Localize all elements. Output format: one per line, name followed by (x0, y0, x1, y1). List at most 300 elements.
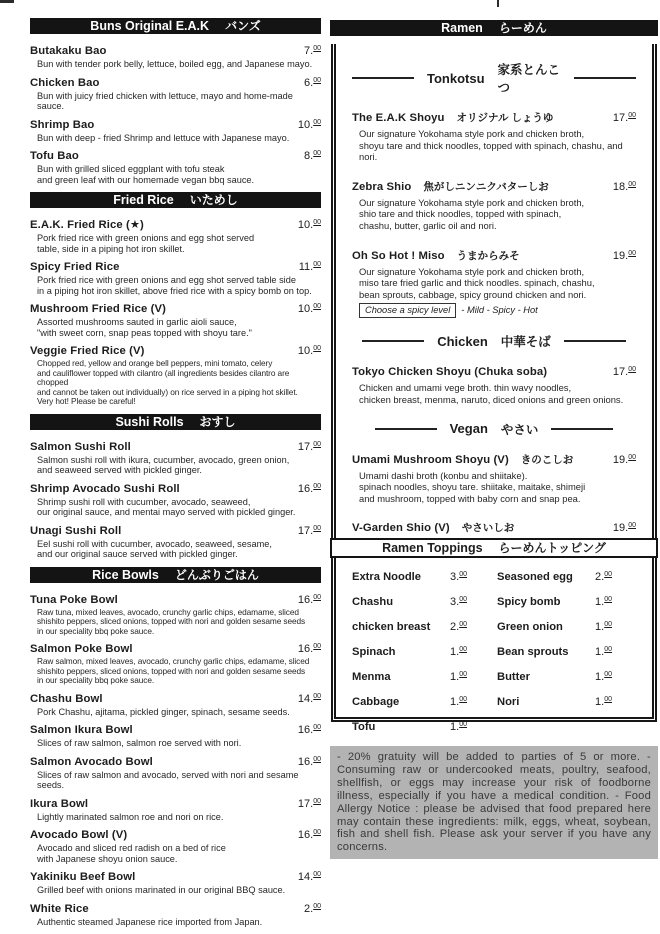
price-dollars: 19 . (613, 522, 628, 534)
menu-item-header (352, 450, 636, 468)
item-description (30, 233, 321, 254)
menu-section (30, 567, 321, 928)
description-line: Our signature Yokohama style pork and chicken broth, (359, 128, 585, 139)
topping-name: chicken breast (352, 621, 431, 633)
item-price (595, 593, 612, 609)
description-line: shio tare and thick noodles, topped with spinach, (359, 208, 562, 220)
price-dollars: 16 . (298, 756, 313, 768)
item-description (352, 266, 636, 301)
price-dollars: 14 . (298, 871, 313, 883)
description-line: in our speciality bbq poke sauce. (37, 625, 155, 636)
left-menu-column (30, 18, 321, 934)
price-dollars: 17 . (613, 112, 628, 124)
section-title-jp: いためし (189, 193, 238, 207)
menu-item (30, 438, 321, 476)
item-name: E.A.K. Fried Rice (★) (30, 219, 144, 231)
menu-item (30, 795, 321, 823)
price-cents: 00 (459, 721, 467, 728)
description-line: Slices of raw salmon, salmon roe served with nori. (37, 738, 242, 748)
price-cents: 00 (604, 696, 612, 703)
item-description (352, 470, 636, 505)
menu-item-header (30, 721, 321, 737)
item-name: Mushroom Fried Rice (V) (30, 303, 166, 315)
description-line: chicken breast, menma, naruto, diced onions and green onions. (359, 393, 624, 405)
menu-item (30, 116, 321, 144)
item-name: Shrimp Avocado Sushi Roll (30, 482, 180, 495)
price-cents: 00 (313, 482, 321, 490)
price-dollars: 3 . (450, 571, 459, 583)
item-price (298, 591, 321, 607)
description-line: table, side in a piping hot iron skillet. (37, 243, 185, 254)
item-price (298, 826, 321, 842)
item-description (352, 128, 636, 163)
description-line: shoyu tare and thick noodles, topped with spinach, chashu, and nori. (359, 139, 623, 163)
description-line: Authentic steamed Japanese rice imported from Japan. (37, 916, 263, 927)
group-divider (352, 332, 636, 350)
topping-row (352, 668, 467, 684)
item-description (30, 497, 321, 518)
divider-line (564, 340, 626, 342)
price-cents: 00 (459, 696, 467, 703)
price-cents: 00 (313, 524, 321, 532)
menu-item-header (30, 640, 321, 656)
price-cents: 00 (313, 643, 321, 650)
price-cents: 00 (313, 902, 321, 910)
price-dollars: 19 . (613, 454, 628, 466)
item-description (30, 657, 321, 686)
price-cents: 00 (313, 303, 321, 310)
group-title-jp: 家系とんこつ (497, 63, 561, 95)
item-price (298, 640, 321, 656)
menu-section (30, 414, 321, 560)
menu-item (30, 591, 321, 637)
topping-name: Nori (497, 696, 520, 708)
menu-item (30, 900, 321, 928)
item-price (298, 690, 321, 706)
spicy-level-options: - Mild - Spicy - Hot (461, 305, 538, 316)
price-cents: 00 (313, 692, 321, 700)
menu-item (352, 362, 636, 405)
item-description (30, 317, 321, 338)
item-name: Shrimp Bao (30, 118, 95, 131)
price-dollars: 16 . (298, 594, 313, 606)
price-dollars: 17 . (613, 366, 628, 378)
price-dollars: 2 . (595, 571, 604, 583)
description-line: shishito peppers, sliced onions, topped with nori and golden sesame seeds (37, 665, 306, 676)
item-price (450, 618, 467, 634)
menu-item (30, 147, 321, 185)
ramen-menu-box (331, 44, 657, 538)
topping-name: Butter (497, 671, 530, 683)
description-line: Raw salmon, mixed leaves, avocado, crunchy garlic chips, edamame, sliced (37, 656, 310, 666)
item-name: Spicy Fried Rice (30, 261, 120, 273)
topping-row (352, 643, 467, 659)
price-dollars: 1 . (595, 671, 604, 683)
menu-item-header (30, 591, 321, 607)
description-line: our original sauce, and mentai mayo served with pickled ginger. (37, 507, 296, 517)
description-line: Chopped red, yellow and orange bell peppers, mini tomato, celery (37, 358, 273, 368)
price-cents: 00 (628, 522, 636, 530)
group-divider (352, 420, 636, 438)
topping-row (497, 568, 612, 584)
item-price (595, 668, 612, 684)
section-header-bar (30, 18, 321, 34)
group-title: Vegan (449, 421, 488, 437)
item-price (450, 668, 467, 684)
description-line: and cauliflower topped with cilantro (all ingredients besides cilantro are chopped (37, 367, 290, 387)
price-dollars: 10 . (298, 345, 313, 357)
price-cents: 00 (313, 150, 321, 157)
description-line: Our signature Yokohama style pork and chicken broth, (359, 265, 585, 277)
topping-row (352, 718, 467, 734)
price-dollars: 1 . (595, 596, 604, 608)
toppings-table (352, 568, 612, 743)
menu-item (30, 42, 321, 70)
item-description (30, 812, 321, 823)
section-title-jp: らーめん (498, 21, 547, 35)
menu-item (30, 522, 321, 560)
price-dollars: 1 . (450, 721, 459, 733)
price-cents: 00 (313, 345, 321, 352)
price-dollars: 17 . (298, 798, 313, 810)
menu-item (352, 108, 636, 163)
price-dollars: 10 . (298, 219, 313, 231)
divider-line (574, 77, 636, 79)
section-header-bar (30, 414, 321, 430)
item-name: Salmon Avocado Bowl (30, 755, 153, 768)
item-price (298, 868, 321, 884)
price-dollars: 6 . (304, 77, 313, 89)
menu-item-header (30, 480, 321, 496)
price-cents: 00 (459, 671, 467, 678)
item-price (298, 753, 321, 769)
topping-row (352, 618, 467, 634)
price-dollars: 8 . (304, 150, 313, 162)
description-line: seeds. (37, 780, 65, 790)
price-dollars: 16 . (298, 724, 313, 736)
description-line: Salmon sushi roll with ikura, cucumber, avocado, green onion, (37, 454, 290, 465)
menu-item-header (30, 438, 321, 454)
item-price (450, 718, 467, 734)
price-dollars: 1 . (450, 696, 459, 708)
price-cents: 00 (313, 829, 321, 836)
description-line: and cannot be taken out individually) on rice served in a piping hot skillet. (37, 386, 298, 397)
menu-item-header (30, 868, 321, 884)
item-price (298, 342, 321, 358)
group-title-jp: やさい (500, 422, 539, 437)
item-name: Umami Mushroom Shoyu (V) (352, 453, 509, 466)
description-line: and our original sauce served with pickled ginger. (37, 549, 238, 559)
description-line: Pork fried rice with green onions and egg shot served (37, 233, 255, 243)
item-price (298, 300, 321, 316)
price-cents: 00 (313, 724, 321, 731)
item-name: Avocado Bowl (V) (30, 829, 128, 841)
item-description (352, 197, 636, 232)
description-line: Eel sushi roll with cucumber, avocado, seaweed, sesame, (37, 538, 272, 549)
price-dollars: 1 . (450, 646, 459, 658)
price-cents: 00 (604, 646, 612, 653)
menu-section (30, 18, 321, 185)
menu-item-header (30, 690, 321, 706)
menu-section (30, 192, 321, 407)
spicy-level-row (359, 303, 636, 318)
scan-artifact (497, 0, 499, 7)
price-dollars: 14 . (298, 693, 313, 705)
item-name: Salmon Sushi Roll (30, 440, 131, 453)
group-title-jp: 中華そば (500, 335, 551, 350)
menu-item (30, 480, 321, 518)
menu-item (352, 177, 636, 232)
section-title-jp: おすし (199, 414, 236, 429)
item-description (30, 843, 321, 864)
menu-item (352, 246, 636, 319)
right-menu-column (330, 20, 658, 859)
price-dollars: 1 . (595, 696, 604, 708)
divider-line (352, 77, 414, 79)
menu-item-header (30, 42, 321, 58)
menu-item (30, 74, 321, 112)
item-price (613, 246, 636, 264)
description-line: Very hot! Please be careful! (37, 396, 136, 406)
item-name: Ikura Bowl (30, 797, 89, 810)
description-line: spinach noodles, shoyu tare. shiitake, maitake, shimeji (359, 481, 586, 493)
item-name-jp: オリジナル しょうゆ (456, 112, 554, 124)
item-price (613, 177, 636, 195)
item-name: Butakaku Bao (30, 45, 107, 57)
menu-item (30, 300, 321, 338)
section-title: Ramen (441, 21, 483, 35)
item-description (30, 91, 321, 112)
description-line: Assorted mushrooms sauted in garlic aioli sauce, (37, 317, 237, 327)
price-cents: 00 (313, 118, 321, 126)
topping-row (497, 618, 612, 634)
divider-line (375, 428, 437, 430)
description-line: Lightly marinated salmon roe and nori on rice. (37, 811, 224, 822)
menu-item-header (30, 300, 321, 316)
menu-item-header (352, 246, 636, 264)
description-line: Pork fried rice with green onions and egg shot served table side (37, 275, 296, 285)
item-price (298, 438, 321, 454)
topping-name: Seasoned egg (497, 571, 573, 583)
menu-item-header (30, 258, 321, 274)
topping-row (352, 568, 467, 584)
section-title: Ramen Toppings (382, 541, 483, 555)
description-line: Grilled beef with onions marinated in our original BBQ sauce. (37, 885, 286, 895)
price-dollars: 16 . (298, 483, 313, 495)
description-line: "with sweet corn, snap peas topped with shoyu tare." (37, 327, 252, 338)
topping-name: Extra Noodle (352, 571, 422, 583)
item-description (30, 885, 321, 896)
section-header-bar (30, 192, 321, 208)
price-dollars: 2 . (304, 903, 313, 915)
group-title: Chicken (437, 333, 488, 349)
section-header-bar (30, 567, 321, 583)
menu-item-header (30, 216, 321, 232)
item-price (613, 450, 636, 468)
description-line: Chicken and umami vege broth. thin wavy noodles, (359, 382, 572, 394)
section-title: Sushi Rolls (115, 414, 184, 429)
item-price (595, 643, 612, 659)
price-dollars: 18 . (613, 181, 628, 193)
price-cents: 00 (313, 440, 321, 448)
menu-item-header (30, 147, 321, 163)
item-name-jp: 焦がしニンニクバターしお (423, 180, 549, 193)
menu-item-header (352, 177, 636, 195)
price-cents: 00 (604, 571, 612, 578)
menu-item-header (30, 116, 321, 132)
spicy-level-box: Choose a spicy level (359, 303, 456, 318)
price-dollars: 1 . (595, 621, 604, 633)
item-name: Unagi Sushi Roll (30, 524, 122, 537)
menu-item (352, 518, 636, 538)
price-cents: 00 (628, 453, 636, 461)
description-line: Avocado and sliced red radish on a bed of rice (37, 843, 226, 853)
item-name-jp: やさいしお (461, 522, 515, 535)
item-description (30, 917, 321, 928)
price-cents: 00 (604, 596, 612, 603)
price-dollars: 7 . (304, 45, 313, 57)
divider-line (362, 340, 424, 342)
item-name: The E.A.K Shoyu (352, 112, 445, 124)
description-line: bean sprouts, cabbage, spicy ground chicken and nori. (359, 288, 587, 300)
menu-item (30, 753, 321, 791)
notice-box: - 20% gratuity will be added to parties of 5 or more. - Consuming raw or undercooked meats, poultry, seafood, shellfish, or eggs may increase your risk of foodborne illness, especially if you have a medical condition. - Food Allergy Notice : please be advised that food prepared here may contain these ingredients: milk, eggs, wheat, soybean, fish and shell fish. Please ask your server if you have any concerns. (330, 746, 658, 859)
item-price (298, 795, 321, 811)
item-description (352, 382, 636, 405)
toppings-column-left (352, 568, 467, 743)
item-description (30, 164, 321, 185)
topping-name: Cabbage (352, 696, 400, 708)
item-description (30, 539, 321, 560)
menu-item-header (352, 362, 636, 380)
item-price (304, 42, 321, 58)
menu-item (30, 342, 321, 407)
item-description (30, 770, 321, 791)
item-name: Yakiniku Beef Bowl (30, 871, 136, 883)
menu-item (30, 868, 321, 896)
item-name-jp: うまからみそ (456, 249, 520, 262)
item-name: Salmon Ikura Bowl (30, 724, 133, 736)
scan-artifact (0, 0, 14, 3)
item-price (613, 362, 636, 380)
item-price (298, 216, 321, 232)
group-divider (352, 60, 636, 96)
item-name: V-Garden Shio (V) (352, 522, 450, 535)
price-dollars: 1 . (450, 671, 459, 683)
item-price (613, 108, 636, 126)
item-name: Oh So Hot ! Miso (352, 249, 445, 262)
price-cents: 00 (459, 571, 467, 578)
item-description (30, 133, 321, 144)
description-line: Bun with tender pork belly, lettuce, boiled egg, and Japanese mayo. (37, 59, 313, 69)
price-cents: 00 (604, 621, 612, 628)
price-cents: 00 (628, 112, 636, 119)
toppings-box (331, 558, 657, 733)
price-cents: 00 (313, 261, 321, 268)
topping-name: Menma (352, 671, 391, 683)
price-dollars: 1 . (595, 646, 604, 658)
price-cents: 00 (313, 593, 321, 601)
item-description (30, 455, 321, 476)
toppings-column-right (497, 568, 612, 743)
menu-item (30, 721, 321, 749)
menu-item (30, 826, 321, 864)
toppings-header-bar (330, 538, 658, 558)
topping-row (497, 593, 612, 609)
menu-item (30, 640, 321, 686)
item-price (304, 900, 321, 916)
topping-name: Spicy bomb (497, 596, 561, 608)
description-line: with Japanese shoyu onion sauce. (37, 853, 178, 864)
price-cents: 00 (628, 366, 636, 374)
menu-item (30, 690, 321, 718)
description-line: in a piping hot iron skillet, above fried rice with a spicy bomb on top. (37, 285, 312, 296)
item-price (298, 522, 321, 538)
price-cents: 00 (313, 45, 321, 52)
price-dollars: 10 . (298, 119, 313, 131)
item-price (450, 568, 467, 584)
price-dollars: 11 . (299, 261, 313, 273)
item-price (304, 74, 321, 90)
item-price (299, 258, 321, 274)
item-price (595, 568, 612, 584)
item-description (30, 738, 321, 749)
price-dollars: 19 . (613, 250, 628, 262)
price-cents: 00 (313, 76, 321, 84)
item-description (30, 275, 321, 296)
topping-name: Green onion (497, 621, 563, 633)
description-line: Umami dashi broth (konbu and shiitake). (359, 469, 528, 481)
menu-item-header (352, 518, 636, 536)
item-name: Zebra Shio (352, 180, 412, 193)
divider-line (551, 428, 613, 430)
item-name: White Rice (30, 902, 89, 915)
item-name: Tofu Bao (30, 150, 79, 162)
group-title: Tonkotsu (427, 70, 485, 86)
price-dollars: 17 . (298, 441, 313, 453)
item-description (30, 359, 321, 407)
price-cents: 00 (459, 621, 467, 628)
topping-row (497, 693, 612, 709)
menu-item-header (30, 826, 321, 842)
item-price (450, 643, 467, 659)
topping-name: Bean sprouts (497, 646, 569, 658)
item-name: Salmon Poke Bowl (30, 643, 133, 655)
menu-item (352, 450, 636, 505)
menu-item-header (30, 522, 321, 538)
topping-row (497, 668, 612, 684)
description-line: and green leaf with our homemade vegan bbq sauce. (37, 174, 255, 185)
item-price (298, 116, 321, 132)
item-name: Chicken Bao (30, 76, 100, 89)
topping-name: Tofu (352, 721, 376, 733)
menu-item-header (30, 74, 321, 90)
price-cents: 00 (313, 797, 321, 805)
item-price (595, 618, 612, 634)
price-dollars: 16 . (298, 643, 313, 655)
description-line: Pork Chashu, ajitama, pickled ginger, spinach, sesame seeds. (37, 706, 290, 717)
description-line: chashu, butter, garlic oil and nori. (359, 219, 497, 231)
section-title: Fried Rice (113, 193, 174, 207)
description-line: Raw tuna, mixed leaves, avocado, crunchy garlic chips, edamame, sliced (37, 606, 299, 617)
price-dollars: 3 . (450, 596, 459, 608)
item-name: Tuna Poke Bowl (30, 593, 118, 606)
price-dollars: 16 . (298, 829, 313, 841)
item-price (450, 593, 467, 609)
menu-item (30, 258, 321, 296)
description-line: in our speciality bbq poke sauce. (37, 675, 155, 685)
section-title-jp: バンズ (225, 19, 261, 33)
